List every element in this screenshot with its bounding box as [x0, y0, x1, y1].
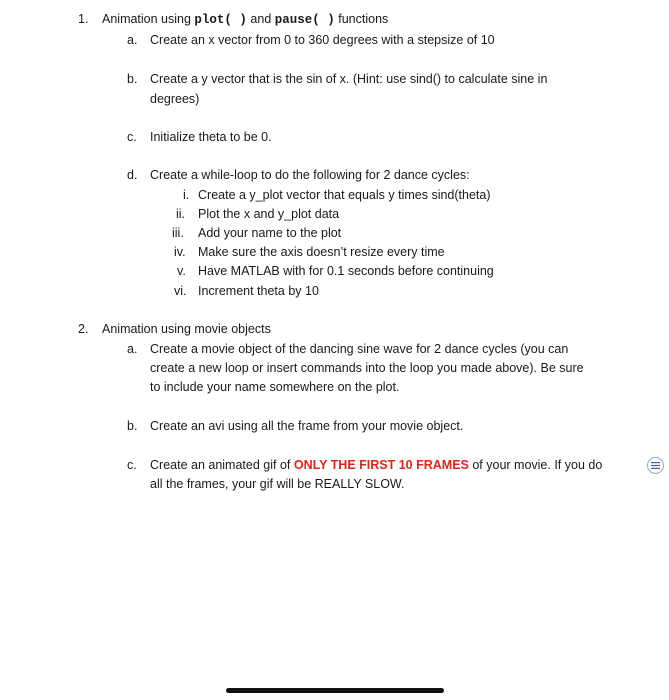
- q1d-iv-text: Make sure the axis doesn’t resize every time: [198, 245, 445, 259]
- q1d-text: Create a while-loop to do the following for 2 dance cycles:: [150, 168, 470, 182]
- q1d-vi-text: Increment theta by 10: [198, 284, 319, 298]
- q2a-line3: to include your name somewhere on the plot.: [150, 380, 400, 394]
- q1-title-pre: Animation using: [102, 12, 195, 26]
- q1d-i-text: Create a y_plot vector that equals y times sind(theta): [198, 188, 491, 202]
- q1-number: 1.: [78, 12, 89, 26]
- q1c-text: Initialize theta to be 0.: [150, 130, 272, 144]
- q1-title: [102, 11, 388, 28]
- q1d-ii-label: ii.: [176, 207, 186, 221]
- q1b-line1: Create a y vector that is the sin of x. (Hint: use sind() to calculate sine in: [150, 72, 548, 86]
- q1b-line2: degrees): [150, 92, 200, 106]
- q1d-i-label: i.: [183, 188, 190, 202]
- q1d-iv-label: iv.: [174, 245, 186, 259]
- q2b-text: Create an avi using all the frame from your movie object.: [150, 419, 464, 433]
- q1a-label: a.: [127, 33, 138, 47]
- q1-fn-pause: pause( ): [274, 13, 335, 27]
- q2c-pre: Create an animated gif of: [150, 458, 294, 472]
- q2-number: 2.: [78, 322, 89, 336]
- q2c-label: c.: [127, 458, 137, 472]
- q2c-emphasis: ONLY THE FIRST 10 FRAMES: [293, 458, 469, 472]
- q2a-label: a.: [127, 342, 138, 356]
- home-indicator[interactable]: [226, 688, 444, 693]
- q1d-label: d.: [127, 168, 138, 182]
- q2b-label: b.: [127, 419, 138, 433]
- q1b-label: b.: [127, 72, 138, 86]
- q1d-iii-label: iii.: [172, 226, 184, 240]
- q1a-text: Create an x vector from 0 to 360 degrees with a stepsize of 10: [150, 33, 495, 47]
- q1-title-and: and: [246, 12, 275, 26]
- q1c-label: c.: [127, 130, 137, 144]
- q1-fn-plot: plot( ): [194, 13, 247, 27]
- q2c-post: of your movie. If you do: [468, 458, 603, 472]
- q2c-line1: [150, 457, 602, 473]
- q2-title: Animation using movie objects: [102, 322, 271, 336]
- q1d-v-text: Have MATLAB with for 0.1 seconds before continuing: [198, 264, 494, 278]
- q1-title-post: functions: [334, 12, 389, 26]
- q2c-line2: all the frames, your gif will be REALLY SLOW.: [150, 477, 405, 491]
- q1d-iii-text: Add your name to the plot: [198, 226, 342, 240]
- scroll-position-icon[interactable]: [647, 457, 664, 474]
- q1d-ii-text: Plot the x and y_plot data: [198, 207, 340, 221]
- q1d-vi-label: vi.: [174, 284, 187, 298]
- q1d-v-label: v.: [177, 264, 186, 278]
- q2a-line1: Create a movie object of the dancing sine wave for 2 dance cycles (you can: [150, 342, 569, 356]
- q2a-line2: create a new loop or insert commands into the loop you made above). Be sure: [150, 361, 584, 375]
